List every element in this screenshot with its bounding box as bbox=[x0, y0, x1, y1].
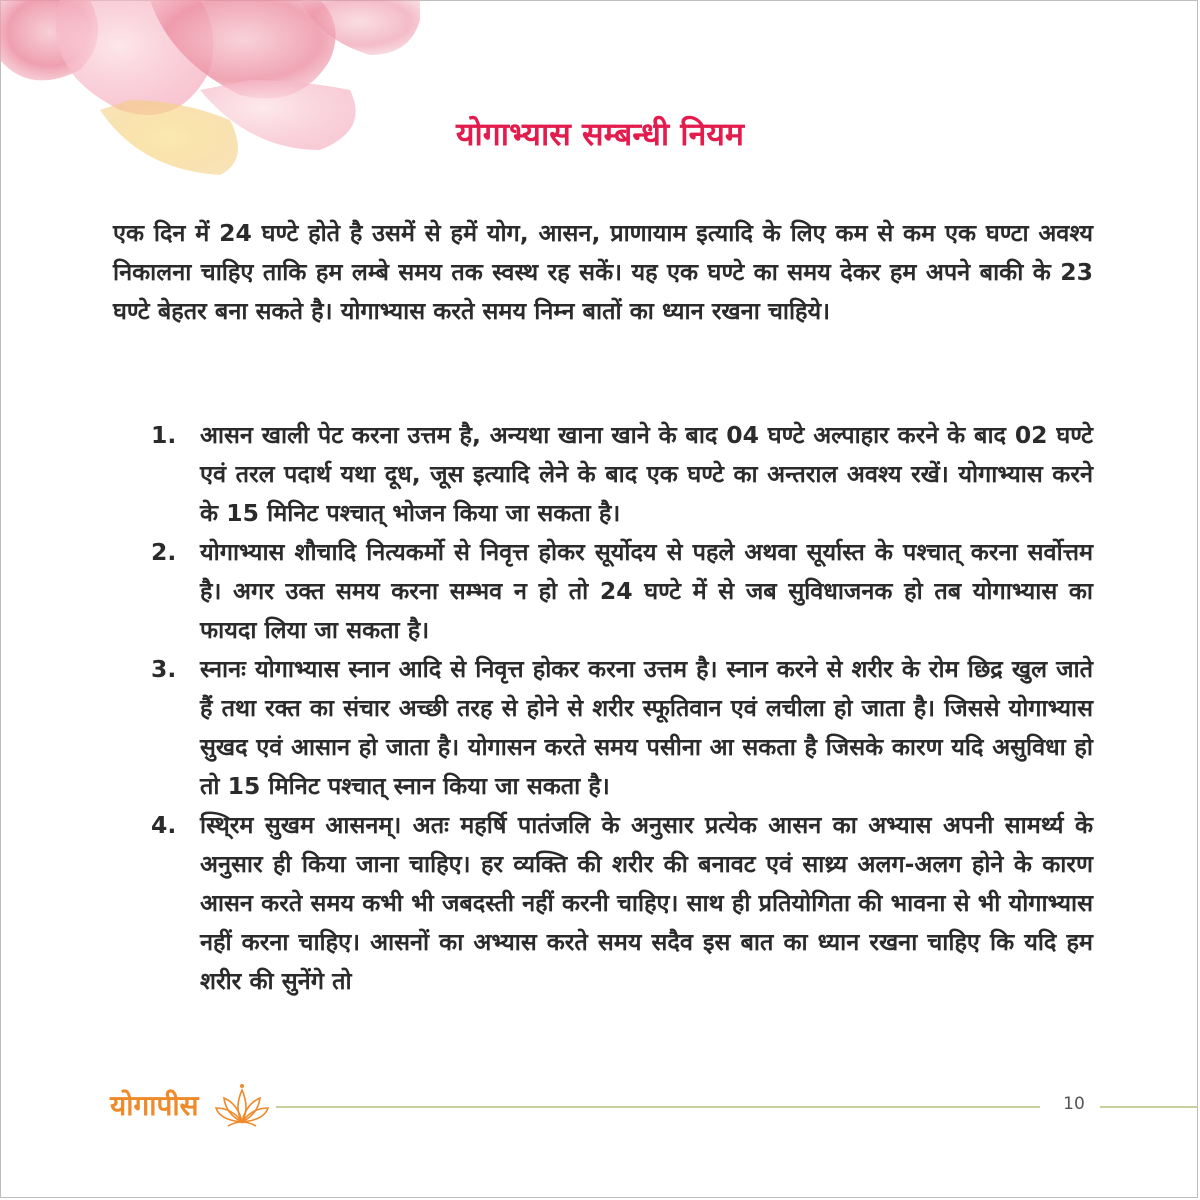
list-item-text: आसन खाली पेट करना उत्तम है, अन्यथा खाना खाने के बाद 04 घण्टे अल्पाहार करने के बाद 02 घण्टे एवं तरल पदार्थ यथा दूध, जूस इत्यादि लेने के बाद एक घण्टे का अन्तराल अवश्य रखें। योगाभ्यास करने के 15 मिनिट पश्चात् भोजन किया जा सकता है। bbox=[200, 421, 1093, 527]
brand-logo: योगापीस bbox=[110, 1089, 199, 1122]
footer-divider bbox=[276, 1106, 1040, 1108]
lotus-icon bbox=[214, 1082, 270, 1130]
list-item-number: 4. bbox=[151, 811, 177, 839]
list-item bbox=[113, 650, 1093, 806]
list-item bbox=[113, 533, 1093, 650]
list-item-number: 2. bbox=[151, 538, 177, 566]
footer-divider bbox=[1100, 1106, 1198, 1108]
list-item-text: स्नानः योगाभ्यास स्नान आदि से निवृत्त होकर करना उत्तम है। स्नान करने से शरीर के रोम छिद्र खुल जाते हैं तथा रक्त का संचार अच्छी तरह से होने से शरीर स्फूतिवान एवं लचीला हो जाता है। जिससे योगाभ्यास सुखद एवं आसान हो जाता है। योगासन करते समय पसीना आ सकता है जिसके कारण यदि असुविधा हो तो 15 मिनिट पश्चात् स्नान किया जा सकता है। bbox=[200, 655, 1094, 800]
list-item-text: योगाभ्यास शौचादि नित्यकर्मो से निवृत्त होकर सूर्योदय से पहले अथवा सूर्यास्त के पश्चात् करना सर्वोत्तम है। अगर उक्त समय करना सम्भव न हो तो 24 घण्टे में से जब सुविधाजनक हो तब योगाभ्यास का फायदा लिया जा सकता है। bbox=[200, 538, 1093, 644]
rules-list bbox=[113, 416, 1093, 1001]
list-item-text: स्थि्रम सुखम आसनम्। अतः महर्षि पातंजलि के अनुसार प्रत्येक आसन का अभ्यास अपनी सामर्थ्य के अनुसार ही किया जाना चाहिए। हर व्यक्ति की शरीर की बनावट एवं साथ्र्य अलग-अलग होने के कारण आसन करते समय कभी भी जबदस्ती नहीं करनी चाहिए। साथ ही प्रतियोगिता की भावना से भी योगाभ्यास नहीं करना चाहिए। आसनों का अभ्यास करते समय सदैव इस बात का ध्यान रखना चाहिए कि यदि हम शरीर की सुनेंगे तो bbox=[200, 811, 1093, 995]
page-title: योगाभ्यास सम्बन्धी नियम bbox=[455, 115, 745, 153]
list-item-number: 1. bbox=[151, 421, 177, 449]
intro-paragraph: एक दिन में 24 घण्टे होते है उसमें से हमें योग, आसन, प्राणायाम इत्यादि के लिए कम से कम एक घण्टा अवश्य निकालना चाहिए ताकि हम लम्बे समय तक स्वस्थ रह सकें। यह एक घण्टे का समय देकर हम अपने बाकी के 23 घण्टे बेहतर बना सकते है। योगाभ्यास करते समय निम्न बातों का ध्यान रखना चाहिये। bbox=[113, 219, 1093, 325]
list-item bbox=[113, 416, 1093, 533]
list-item bbox=[113, 806, 1093, 1001]
page-number: 10 bbox=[1063, 1094, 1085, 1114]
flower-decoration-icon bbox=[0, 0, 420, 200]
list-item-number: 3. bbox=[151, 655, 177, 683]
